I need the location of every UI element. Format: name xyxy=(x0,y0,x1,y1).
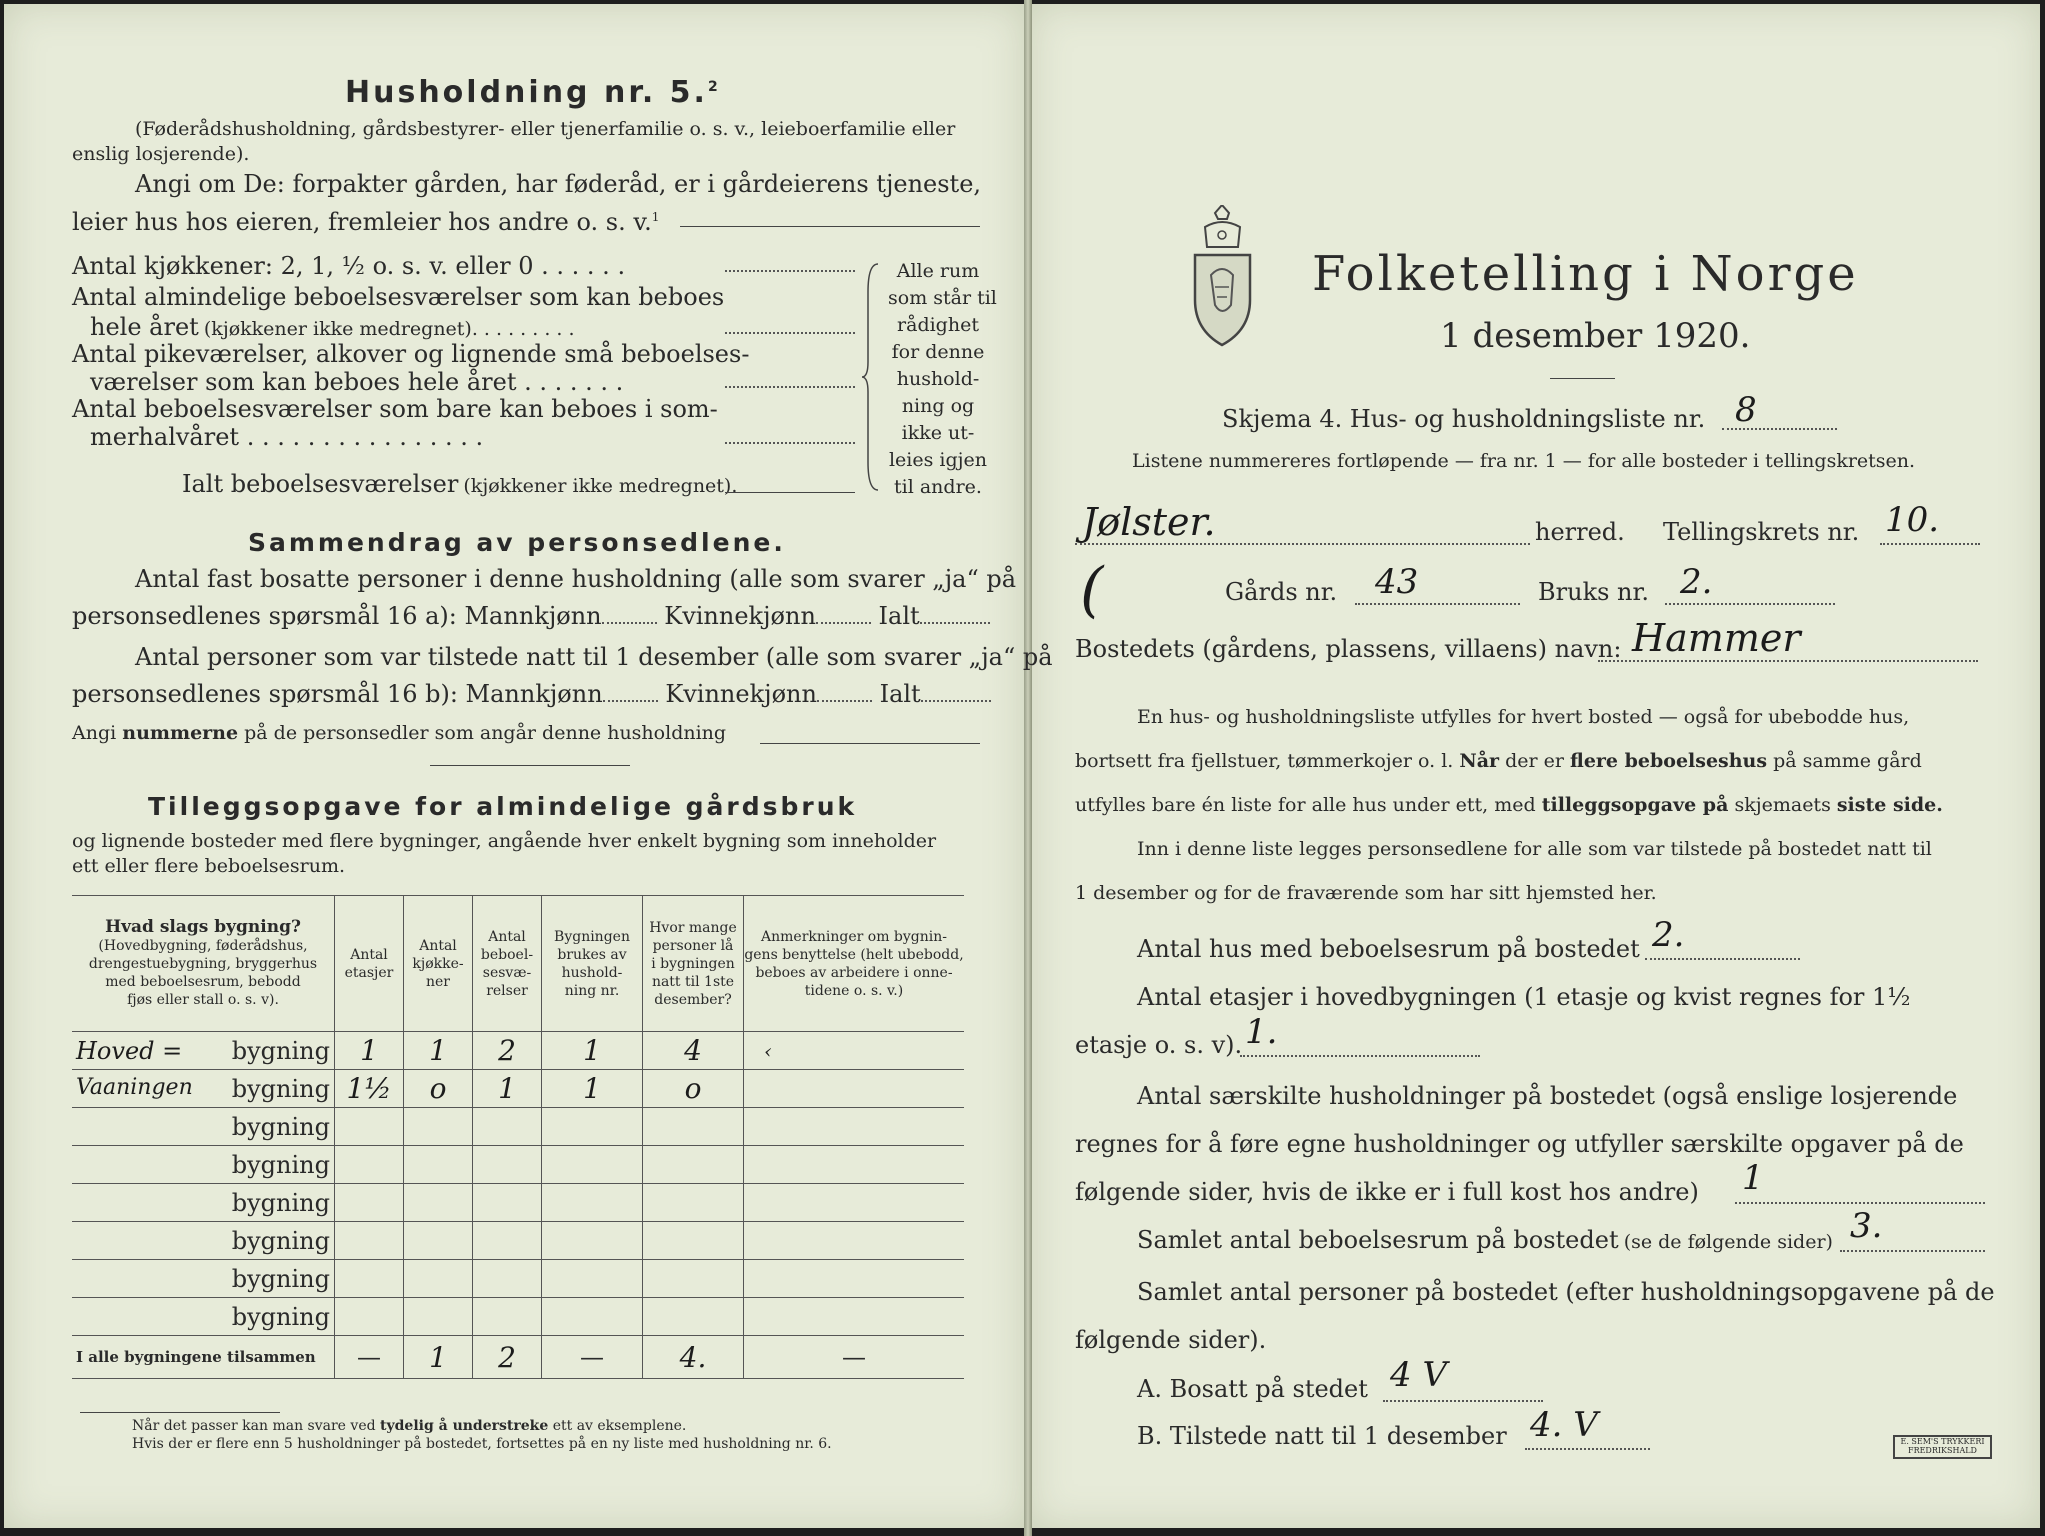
table-row xyxy=(72,1032,964,1070)
rooms-cell xyxy=(473,1184,542,1222)
angi-answer-line xyxy=(680,226,980,227)
q-total-answer xyxy=(725,492,855,493)
header-kitchens: Antal kjøkke- ner xyxy=(404,896,473,1032)
herred-value: Jølster. xyxy=(1082,500,1216,544)
summary-line-3: Antal personer som var tilstede natt til 1 desember (alle som svarer „ja“ på xyxy=(135,643,1053,671)
krets-value: 10. xyxy=(1885,500,1940,540)
total-used-by-cell: — xyxy=(542,1336,643,1379)
persons-cell xyxy=(643,1222,744,1260)
row-label-cell: Hoved = bygning xyxy=(72,1032,335,1070)
used-by-cell xyxy=(542,1298,643,1336)
persons-cell xyxy=(643,1184,744,1222)
b-line xyxy=(1525,1448,1650,1450)
table-total-row xyxy=(72,1336,964,1379)
krets-line xyxy=(1880,543,1980,545)
q-hh-2: regnes for å føre egne husholdninger og utfyller særskilte opgaver på de xyxy=(1075,1130,1964,1158)
q-summer-answer xyxy=(725,442,855,444)
table-row xyxy=(72,1260,964,1298)
floors-cell: 1 xyxy=(335,1032,404,1070)
remarks-cell xyxy=(744,1070,965,1108)
kitchens-cell xyxy=(404,1260,473,1298)
remarks-cell xyxy=(744,1222,965,1260)
herred-flourish: ( xyxy=(1080,555,1104,625)
para1-line-2: bortsett fra fjellstuer, tømmerkojer o. l. Når der er flere beboelseshus på samme gård xyxy=(1075,750,1922,772)
floors-cell xyxy=(335,1222,404,1260)
persons-cell xyxy=(643,1146,744,1184)
intro-line-2: enslig losjerende). xyxy=(72,143,250,165)
summary-divider xyxy=(430,765,630,766)
remarks-cell xyxy=(744,1184,965,1222)
total-floors-cell: — xyxy=(335,1336,404,1379)
summary-numbers-answer xyxy=(760,743,980,744)
summary-line-4: personsedlenes spørsmål 16 b): Mannkjønn Kvinnekjønn Ialt xyxy=(72,680,991,708)
angi-line-2: leier hus hos eieren, fremleier hos andre o. s. v.$^1$ xyxy=(72,208,660,236)
footnote-divider xyxy=(80,1412,280,1413)
rooms-cell xyxy=(473,1260,542,1298)
q-maid-1: Antal pikeværelser, alkover og lignende små beboelses- xyxy=(72,340,750,368)
floors-cell xyxy=(335,1298,404,1336)
q-floors-2: etasje o. s. v). xyxy=(1075,1031,1243,1059)
row-label-cell: bygning xyxy=(72,1108,335,1146)
row-label-cell: Vaaningen bygning xyxy=(72,1070,335,1108)
persons-cell xyxy=(643,1260,744,1298)
q-hh-value: 1 xyxy=(1742,1158,1764,1198)
rooms-cell: 2 xyxy=(473,1032,542,1070)
floors-cell xyxy=(335,1108,404,1146)
total-rooms-cell: 2 xyxy=(473,1336,542,1379)
persons-cell xyxy=(643,1108,744,1146)
table-row xyxy=(72,1222,964,1260)
header-building-type: Hvad slags bygning? (Hovedbygning, føderådshus, drengestuebygning, bryggerhus med beboelsesrum, bebodd fjøs eller stall o. s. v). xyxy=(72,896,335,1032)
side-note: Alle rum som står til rådighet for denne hushold- ning og ikke ut- leies igjen til andre. xyxy=(888,260,997,498)
q-houses-value: 2. xyxy=(1652,915,1685,955)
gards-line xyxy=(1355,603,1520,605)
used-by-cell: 1 xyxy=(542,1032,643,1070)
q-hh-1: Antal særskilte husholdninger på bostedet (også enslige losjerende xyxy=(1137,1082,1958,1110)
total-label-cell: I alle bygningene tilsammen xyxy=(72,1336,335,1379)
intro-line-1: (Føderådshusholdning, gårdsbestyrer- eller tjenerfamilie o. s. v., leieboerfamilie eller xyxy=(135,118,956,140)
q-summer-2: merhalvåret . . . . . . . . . . . . . . . . xyxy=(90,423,484,451)
floors-cell: 1½ xyxy=(335,1070,404,1108)
footnote-2: Hvis der er flere enn 5 husholdninger på bostedet, fortsettes på en ny liste med husholdning nr. 6. xyxy=(132,1436,832,1452)
rooms-cell xyxy=(473,1146,542,1184)
used-by-cell xyxy=(542,1260,643,1298)
norway-coat-of-arms-icon xyxy=(1185,205,1260,355)
table-row xyxy=(72,1146,964,1184)
bosted-value: Hammer xyxy=(1632,616,1801,660)
table-row xyxy=(72,1070,964,1108)
floors-cell xyxy=(335,1184,404,1222)
remarks-cell xyxy=(744,1260,965,1298)
q-hh-3: følgende sider, hvis de ikke er i full kost hos andre) xyxy=(1075,1178,1699,1206)
total-remarks-cell: — xyxy=(744,1336,965,1379)
herred-label: herred. xyxy=(1535,518,1625,546)
q-floors-1: Antal etasjer i hovedbygningen (1 etasje og kvist regnes for 1½ xyxy=(1137,983,1911,1011)
q-persons-1: Samlet antal personer på bostedet (efter husholdningsopgavene på de xyxy=(1137,1278,1995,1306)
remarks-cell xyxy=(744,1108,965,1146)
b-label: B. Tilstede natt til 1 desember xyxy=(1137,1422,1507,1450)
used-by-cell xyxy=(542,1108,643,1146)
q-floors-value: 1. xyxy=(1245,1012,1278,1052)
rooms-cell xyxy=(473,1108,542,1146)
kitchens-cell xyxy=(404,1298,473,1336)
para1-line-1: En hus- og husholdningsliste utfylles for hvert bosted — også for ubebodde hus, xyxy=(1137,706,1910,728)
q-maid-answer xyxy=(725,386,855,388)
household-title: Husholdning nr. 5.$^2$ xyxy=(345,75,721,110)
kitchens-cell xyxy=(404,1146,473,1184)
floors-cell xyxy=(335,1260,404,1298)
row-label-cell: bygning xyxy=(72,1184,335,1222)
remarks-cell xyxy=(744,1298,965,1336)
total-persons-cell: 4. xyxy=(643,1336,744,1379)
schema-value: 8 xyxy=(1735,390,1757,430)
row-label-cell: bygning xyxy=(72,1260,335,1298)
q-hh-line xyxy=(1735,1202,1985,1204)
footnote-1: Når det passer kan man svare ved tydelig å understreke ett av eksemplene. xyxy=(132,1418,687,1434)
persons-cell xyxy=(643,1298,744,1336)
bruks-label: Bruks nr. xyxy=(1538,578,1649,606)
header-remarks: Anmerkninger om bygnin- gens benyttelse (helt ubebodd, beboes av arbeidere i onne- tidene o. s. v.) xyxy=(744,896,965,1032)
remarks-cell xyxy=(744,1146,965,1184)
row-label-cell: bygning xyxy=(72,1222,335,1260)
para1-line-3: utfylles bare én liste for alle hus under ett, med tilleggsopgave på skjemaets siste side. xyxy=(1075,794,1943,816)
used-by-cell xyxy=(542,1146,643,1184)
summary-title: Sammendrag av personsedlene. xyxy=(248,528,786,557)
used-by-cell: 1 xyxy=(542,1070,643,1108)
angi-line-1: Angi om De: forpakter gården, har føderåd, er i gårdeierens tjeneste, xyxy=(135,170,982,198)
row-label-cell: bygning xyxy=(72,1298,335,1336)
table-row xyxy=(72,1108,964,1146)
para2-line-1: Inn i denne liste legges personsedlene for alle som var tilstede på bostedet natt til xyxy=(1137,838,1932,860)
herred-line xyxy=(1075,543,1530,545)
total-kitchens-cell: 1 xyxy=(404,1336,473,1379)
bruks-line xyxy=(1665,603,1835,605)
gards-value: 43 xyxy=(1375,562,1419,602)
q-rooms-2: hele året (kjøkkener ikke medregnet). . . . . . . . . xyxy=(90,313,575,341)
kitchens-cell: 1 xyxy=(404,1032,473,1070)
header-persons: Hvor mange personer lå i bygningen natt til 1ste desember? xyxy=(643,896,744,1032)
form-date: 1 desember 1920. xyxy=(1440,316,1751,356)
persons-cell: 4 xyxy=(643,1032,744,1070)
brace-icon xyxy=(862,262,882,492)
summary-line-5: Angi nummerne på de personsedler som angår denne husholdning xyxy=(72,722,727,744)
q-total: Ialt beboelsesværelser (kjøkkener ikke medregnet). xyxy=(182,470,738,498)
q-rooms: Samlet antal beboelsesrum på bostedet (se de følgende sider) xyxy=(1137,1226,1833,1254)
summary-line-1: Antal fast bosatte personer i denne husholdning (alle som svarer „ja“ på xyxy=(135,565,1017,593)
floors-cell xyxy=(335,1146,404,1184)
used-by-cell xyxy=(542,1184,643,1222)
kitchens-cell xyxy=(404,1222,473,1260)
q-houses-line xyxy=(1645,958,1800,960)
a-label: A. Bosatt på stedet xyxy=(1137,1375,1368,1403)
remarks-cell: ‹ xyxy=(744,1032,965,1070)
q-kitchens-answer xyxy=(725,270,855,272)
bruks-value: 2. xyxy=(1680,562,1713,602)
q-summer-1: Antal beboelsesværelser som bare kan beboes i som- xyxy=(72,395,718,423)
krets-label: Tellingskrets nr. xyxy=(1663,518,1860,546)
persons-cell: o xyxy=(643,1070,744,1108)
q-kitchens: Antal kjøkkener: 2, 1, ½ o. s. v. eller 0 . . . . . . xyxy=(72,252,626,280)
numbering-note: Listene nummereres fortløpende — fra nr. 1 — for alle bosteder i tellingskretsen. xyxy=(1132,450,1916,472)
summary-line-2: personsedlenes spørsmål 16 a): Mannkjønn Kvinnekjønn Ialt xyxy=(72,602,990,630)
extra-line-2: ett eller flere beboelsesrum. xyxy=(72,855,346,877)
rooms-cell: 1 xyxy=(473,1070,542,1108)
table-header-row xyxy=(72,896,964,1032)
header-rooms: Antal beboel- sesvæ- relser xyxy=(473,896,542,1032)
a-line xyxy=(1383,1400,1543,1402)
header-used-by: Bygningen brukes av hushold- ning nr. xyxy=(542,896,643,1032)
rooms-cell xyxy=(473,1298,542,1336)
page-fold xyxy=(1024,0,1032,1536)
extra-line-1: og lignende bosteder med flere bygninger, angående hver enkelt bygning som inneholder xyxy=(72,830,937,852)
rooms-cell xyxy=(473,1222,542,1260)
para2-line-2: 1 desember og for de fraværende som har sitt hjemsted her. xyxy=(1075,882,1657,904)
q-houses: Antal hus med beboelsesrum på bostedet xyxy=(1137,935,1640,963)
row-label-cell: bygning xyxy=(72,1146,335,1184)
schema-line: Skjema 4. Hus- og husholdningsliste nr. xyxy=(1222,405,1706,433)
q-floors-line xyxy=(1240,1055,1480,1057)
printer-stamp: E. SEM'S TRYKKERI FREDRIKSHALD xyxy=(1893,1435,1992,1459)
used-by-cell xyxy=(542,1222,643,1260)
kitchens-cell xyxy=(404,1108,473,1146)
a-value: 4 V xyxy=(1390,1355,1447,1395)
q-rooms-answer xyxy=(725,332,855,334)
table-row xyxy=(72,1298,964,1336)
bosted-label: Bostedets (gårdens, plassens, villaens) navn: xyxy=(1075,635,1622,663)
table-row xyxy=(72,1184,964,1222)
form-title: Folketelling i Norge xyxy=(1312,246,1859,302)
bosted-line xyxy=(1598,660,1978,662)
gards-label: Gårds nr. xyxy=(1225,578,1338,606)
extra-title: Tilleggsopgave for almindelige gårdsbruk xyxy=(148,792,858,821)
q-rooms-1: Antal almindelige beboelsesværelser som kan beboes xyxy=(72,283,725,311)
kitchens-cell xyxy=(404,1184,473,1222)
kitchens-cell: o xyxy=(404,1070,473,1108)
title-divider xyxy=(1550,378,1615,379)
b-value: 4. V xyxy=(1530,1405,1598,1445)
schema-value-line xyxy=(1722,428,1837,430)
q-persons-2: følgende sider). xyxy=(1075,1326,1267,1354)
header-floors: Antal etasjer xyxy=(335,896,404,1032)
q-rooms-value: 3. xyxy=(1850,1206,1883,1246)
q-maid-2: værelser som kan beboes hele året . . . . . . . xyxy=(90,368,624,396)
building-table xyxy=(72,895,964,1379)
q-rooms-line xyxy=(1840,1250,1985,1252)
